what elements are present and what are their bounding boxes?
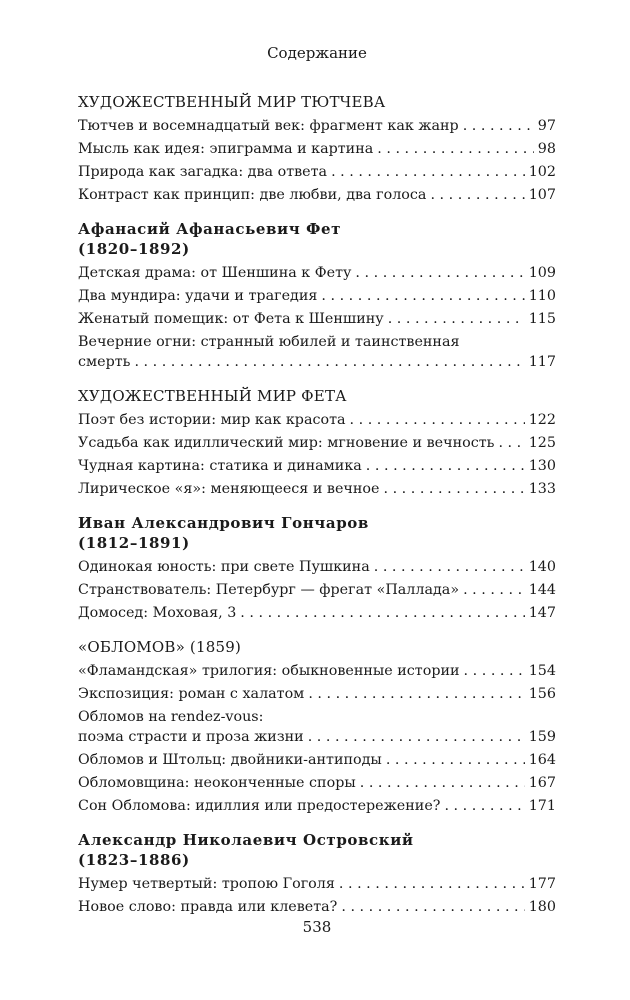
toc-section — [78, 92, 556, 205]
toc-entry[interactable] — [78, 410, 556, 430]
section-title-line: «ОБЛОМОВ» (1859) — [78, 638, 242, 656]
toc-entry-title: Одинокая юность: при свете Пушкина — [78, 559, 370, 575]
dot-leader — [366, 456, 525, 476]
toc-entry-page-number: 144 — [528, 582, 556, 598]
toc-entry-row — [78, 874, 556, 894]
section-title — [78, 92, 556, 112]
section-title-line: Афанасий Афанасьевич Фет — [78, 220, 342, 238]
toc-entry[interactable] — [78, 773, 556, 793]
toc-entry[interactable] — [78, 286, 556, 306]
dot-leader — [377, 139, 534, 159]
toc-entry-page-number: 156 — [528, 686, 556, 702]
toc-entry-page-number: 130 — [528, 458, 556, 474]
toc-entry-row — [78, 479, 556, 499]
dot-leader — [321, 286, 524, 306]
toc-entry-row — [78, 185, 556, 205]
toc-entry-row — [78, 352, 556, 372]
toc-entry-row — [78, 116, 556, 136]
toc-entry-title: Женатый помещик: от Фета к Шеншину — [78, 311, 384, 327]
toc-entry-page-number: 122 — [528, 412, 556, 428]
toc-entry[interactable] — [78, 796, 556, 816]
page-number: 538 — [302, 918, 332, 936]
toc-entry-row — [78, 750, 556, 770]
dot-leader — [374, 557, 525, 577]
toc-entry[interactable] — [78, 661, 556, 681]
dot-leader — [464, 661, 525, 681]
toc-section — [78, 513, 556, 623]
dot-leader — [388, 309, 525, 329]
toc-entry-page-number: 107 — [528, 187, 556, 203]
toc-entry[interactable] — [78, 162, 556, 182]
toc-entry-row — [78, 410, 556, 430]
toc-entry-row — [78, 603, 556, 623]
toc-entry-row — [78, 162, 556, 182]
section-title — [78, 386, 556, 406]
toc-entry[interactable] — [78, 874, 556, 894]
toc-entry-row — [78, 897, 556, 917]
dot-leader — [308, 727, 525, 747]
section-title-line: ХУДОЖЕСТВЕННЫЙ МИР ТЮТЧЕВА — [78, 93, 386, 111]
toc-entry-page-number: 117 — [528, 354, 556, 370]
toc-entry[interactable] — [78, 479, 556, 499]
toc-entry-title: Сон Обломова: идиллия или предостережение? — [78, 798, 441, 814]
toc-entry-page-number: 109 — [528, 265, 556, 281]
dot-leader — [383, 479, 524, 499]
toc-section — [78, 386, 556, 499]
section-title-line: (1820–1892) — [78, 240, 190, 258]
toc-section — [78, 637, 556, 816]
dot-leader — [341, 897, 524, 917]
toc-entry[interactable] — [78, 557, 556, 577]
section-title — [78, 513, 556, 553]
dot-leader — [386, 750, 525, 770]
toc-entry-page-number: 177 — [528, 876, 556, 892]
toc-entry[interactable] — [78, 603, 556, 623]
section-title — [78, 637, 556, 657]
toc-entry-title: смерть — [78, 354, 131, 370]
toc-entry-row — [78, 557, 556, 577]
toc-entry-title: Нумер четвертый: тропою Гоголя — [78, 876, 335, 892]
section-title-line: (1812–1891) — [78, 534, 190, 552]
toc-entry[interactable] — [78, 707, 556, 747]
toc-entry-row — [78, 286, 556, 306]
toc-entry[interactable] — [78, 456, 556, 476]
toc-section — [78, 219, 556, 372]
toc-entry-row — [78, 580, 556, 600]
toc-entry-title: Новое слово: правда или клевета? — [78, 899, 338, 915]
section-title-line: ХУДОЖЕСТВЕННЫЙ МИР ФЕТА — [78, 387, 347, 405]
toc-entry[interactable] — [78, 263, 556, 283]
toc-entry-page-number: 154 — [528, 663, 556, 679]
toc-entry-row — [78, 456, 556, 476]
toc-entry-title: Мысль как идея: эпиграмма и картина — [78, 141, 374, 157]
toc-entry-row — [78, 727, 556, 747]
toc-entry[interactable] — [78, 433, 556, 453]
toc-entry-page-number: 180 — [528, 899, 556, 915]
toc-entry-title: Детская драма: от Шеншина к Фету — [78, 265, 352, 281]
toc-entry-title: Природа как загадка: два ответа — [78, 164, 328, 180]
toc-entry[interactable] — [78, 897, 556, 917]
toc-entry-page-number: 110 — [528, 288, 556, 304]
table-of-contents — [78, 92, 556, 931]
book-page — [78, 0, 556, 1000]
dot-leader — [350, 410, 525, 430]
toc-entry-row — [78, 773, 556, 793]
toc-entry[interactable] — [78, 309, 556, 329]
toc-entry-page-number: 102 — [528, 164, 556, 180]
dot-leader — [134, 352, 524, 372]
dot-leader — [498, 433, 524, 453]
section-title-line: Иван Александрович Гончаров — [78, 514, 369, 532]
toc-entry-row — [78, 309, 556, 329]
toc-entry[interactable] — [78, 750, 556, 770]
toc-entry-title: Чудная картина: статика и динамика — [78, 458, 362, 474]
toc-entry-row — [78, 796, 556, 816]
toc-entry-text-line: Вечерние огни: странный юбилей и таинственная — [78, 334, 460, 350]
toc-entry-page-number: 159 — [528, 729, 556, 745]
toc-entry-page-number: 167 — [528, 775, 556, 791]
toc-entry-title: Домосед: Моховая, 3 — [78, 605, 237, 621]
dot-leader — [308, 684, 524, 704]
toc-entry-page-number: 115 — [528, 311, 556, 327]
toc-entry[interactable] — [78, 332, 556, 372]
toc-entry-title: Контраст как принцип: две любви, два голоса — [78, 187, 427, 203]
toc-entry-title: «Фламандская» трилогия: обыкновенные истории — [78, 663, 460, 679]
page-header: Содержание — [267, 44, 367, 62]
toc-entry-page-number: 133 — [528, 481, 556, 497]
toc-entry-page-number: 140 — [528, 559, 556, 575]
section-title — [78, 830, 556, 870]
toc-entry-title: Усадьба как идиллический мир: мгновение и вечность — [78, 435, 495, 451]
toc-entry-row — [78, 263, 556, 283]
toc-entry-page-number: 171 — [528, 798, 556, 814]
toc-entry-title: Тютчев и восемнадцатый век: фрагмент как жанр — [78, 118, 459, 134]
toc-section — [78, 830, 556, 917]
toc-entry[interactable] — [78, 185, 556, 205]
section-title-line: (1823–1886) — [78, 851, 190, 869]
section-title-line: Александр Николаевич Островский — [78, 831, 414, 849]
toc-entry-title: Странствователь: Петербург — фрегат «Паллада» — [78, 582, 460, 598]
section-title — [78, 219, 556, 259]
toc-entry-row — [78, 661, 556, 681]
toc-entry-page-number: 98 — [537, 141, 556, 157]
toc-entry-row — [78, 139, 556, 159]
toc-entry-title: Обломовщина: неоконченные споры — [78, 775, 356, 791]
toc-entry[interactable] — [78, 580, 556, 600]
toc-entry-text-line: Обломов на rendez-vous: — [78, 709, 264, 725]
toc-entry-row — [78, 684, 556, 704]
toc-entry-title: Поэт без истории: мир как красота — [78, 412, 346, 428]
dot-leader — [339, 874, 525, 894]
toc-entry-title: Два мундира: удачи и трагедия — [78, 288, 318, 304]
toc-entry-page-number: 125 — [528, 435, 556, 451]
toc-entry-page-number: 164 — [528, 752, 556, 768]
dot-leader — [355, 263, 524, 283]
toc-entry-page-number: 147 — [528, 605, 556, 621]
toc-entry[interactable] — [78, 684, 556, 704]
dot-leader — [240, 603, 524, 623]
dot-leader — [463, 580, 525, 600]
dot-leader — [360, 773, 525, 793]
toc-entry[interactable] — [78, 139, 556, 159]
dot-leader — [430, 185, 524, 205]
toc-entry-title: Обломов и Штольц: двойники-антиподы — [78, 752, 382, 768]
dot-leader — [331, 162, 525, 182]
toc-entry-title: поэма страсти и проза жизни — [78, 729, 304, 745]
toc-entry-title: Экспозиция: роман с халатом — [78, 686, 305, 702]
toc-entry-row — [78, 433, 556, 453]
dot-leader — [444, 796, 524, 816]
dot-leader — [463, 116, 534, 136]
toc-entry-page-number: 97 — [537, 118, 556, 134]
toc-entry[interactable] — [78, 116, 556, 136]
toc-entry-title: Лирическое «я»: меняющееся и вечное — [78, 481, 380, 497]
